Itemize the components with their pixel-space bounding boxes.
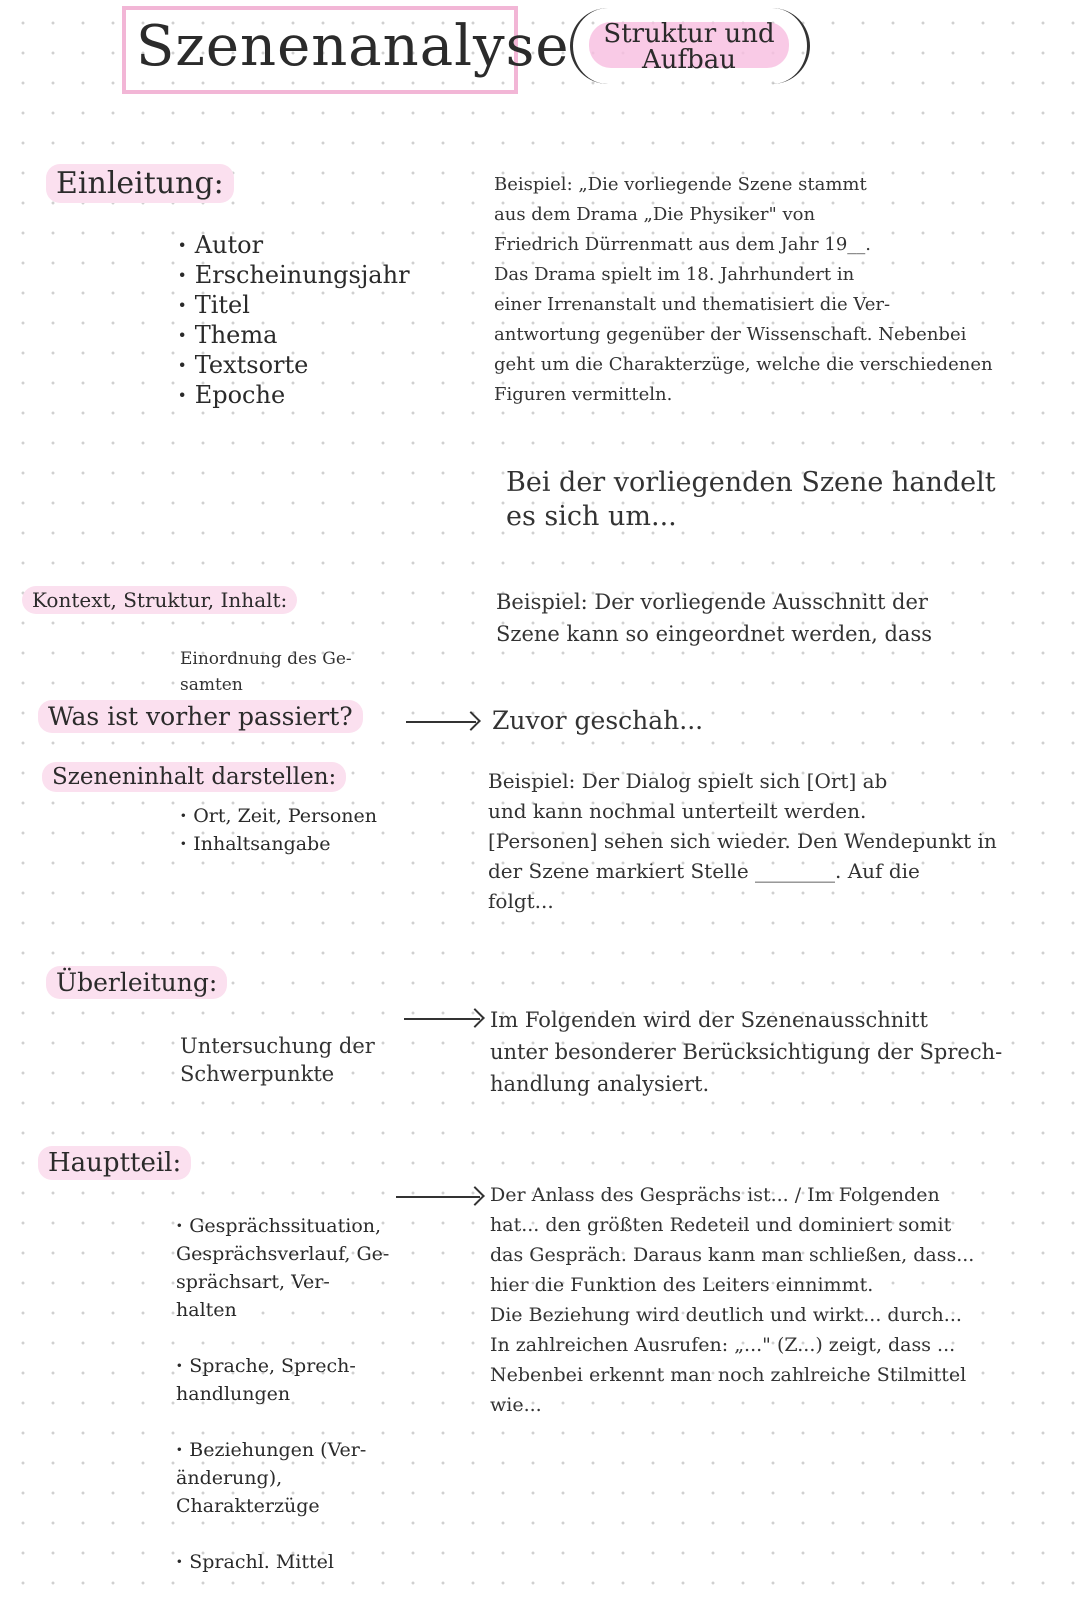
- subtitle-bracket: [570, 8, 810, 84]
- bullets-hauptteil: [176, 1184, 389, 1604]
- bullet-item: · Beziehungen (Ver- änderung), Charakterzüge: [176, 1436, 389, 1520]
- bullet-item: · Epoche: [178, 380, 410, 410]
- example-einleitung-2: Bei der vorliegenden Szene handelt es sich um...: [506, 467, 996, 532]
- heading-vorher: Was ist vorher passiert?: [38, 702, 363, 731]
- bullet-item: · Sprache, Sprech- handlungen: [176, 1352, 389, 1408]
- bullet-ueberleitung: [180, 1004, 400, 1088]
- bullet-item: · Ort, Zeit, Personen: [180, 802, 377, 830]
- heading-szeneninhalt: Szeneninhalt darstellen:: [42, 764, 346, 790]
- page-title: Szenenanalyse: [136, 14, 570, 79]
- bullet-item: Untersuchung der Schwerpunkte: [180, 1034, 375, 1086]
- arrow-right-icon: [404, 1018, 480, 1020]
- bullet-item: · Textsorte: [178, 350, 410, 380]
- heading-hauptteil: Hauptteil:: [38, 1148, 191, 1178]
- answer-ueberleitung: Im Folgenden wird der Szenenausschnitt unter besonderer Berücksichtigung der Sprech- handlung analysiert.: [490, 1008, 1003, 1096]
- bullet-item: · Sprachl. Mittel: [176, 1548, 389, 1576]
- bullet-item: · Erscheinungsjahr: [178, 260, 410, 290]
- bullet-item: · Titel: [178, 290, 410, 320]
- example-einleitung: Beispiel: „Die vorliegende Szene stammt aus dem Drama „Die Physiker" von Friedrich Dürrenmatt aus dem Jahr 19__. Das Drama spielt im 18. Jahrhundert in einer Irrenanstalt und thematisiert die Ver- antwortung gegenüber der Wissenschaft. Nebenbei geht um die Charakterzüge, welche die verschiedenen Figuren vermitteln.: [494, 174, 993, 405]
- arrow-right-icon: [406, 721, 476, 723]
- bullet-item: · Inhaltsangabe: [180, 830, 377, 858]
- answer-vorher: Zuvor geschah...: [492, 706, 704, 735]
- bullets-einleitung: [178, 230, 410, 410]
- bullets-szeneninhalt: [180, 802, 377, 858]
- heading-kontext: Kontext, Struktur, Inhalt:: [22, 588, 297, 612]
- arrow-right-icon: [396, 1196, 480, 1198]
- example-szeneninhalt: Beispiel: Der Dialog spielt sich [Ort] ab und kann nochmal unterteilt werden. [Personen] sehen sich wieder. Den Wendepunkt in der Szene markiert Stelle ________. Auf die folgt...: [488, 769, 997, 913]
- bullet-item: · Thema: [178, 320, 410, 350]
- bullet-item: · Gesprächssituation, Gesprächsverlauf, Ge- sprächsart, Ver- halten: [176, 1212, 389, 1324]
- bullet-item: Einordnung des Ge- samten: [180, 649, 352, 695]
- heading-ueberleitung: Überleitung:: [46, 968, 227, 997]
- subtitle-line-2: Aufbau: [641, 45, 737, 75]
- subtitle-line-1: Struktur und: [603, 19, 775, 49]
- heading-einleitung: Einleitung:: [46, 166, 234, 201]
- example-kontext: Beispiel: Der vorliegende Ausschnitt der Szene kann so eingeordnet werden, dass: [496, 590, 933, 646]
- answer-hauptteil: Der Anlass des Gesprächs ist... / Im Folgenden hat... den größten Redeteil und dominiert somit das Gespräch. Daraus kann man schließen, dass... hier die Funktion des Leiters einnimmt. Die Beziehung wird deutlich und wirkt... durch... In zahlreichen Ausrufen: „..." (Z...) zeigt, dass ... Nebenbei erkennt man noch zahlreiche Stilmittel wie...: [490, 1184, 975, 1416]
- bullet-kontext: [180, 620, 380, 698]
- bullet-item: · Autor: [178, 230, 410, 260]
